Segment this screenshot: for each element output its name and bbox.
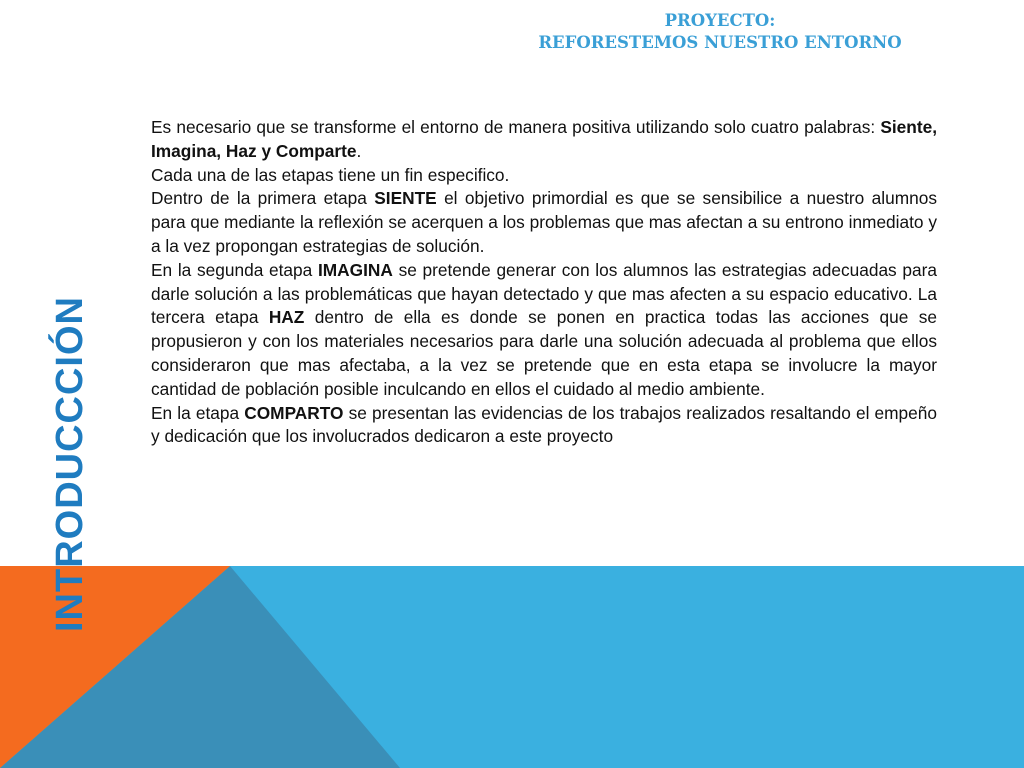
- paragraph-1: [151, 116, 937, 164]
- header-line-2: REFORESTEMOS NUESTRO ENTORNO: [538, 33, 902, 52]
- text-span: Es necesario que se transforme el entorno de manera positiva utilizando solo cuatro palabras:: [151, 117, 881, 137]
- paragraph-3: [151, 187, 937, 258]
- text-span: se presentan las evidencias de los trabajos realizados resaltando el empeño y dedicación que los involucrados dedicaron a este proyecto: [151, 402, 937, 447]
- paragraph-4: [151, 259, 937, 402]
- text-span: En la segunda etapa: [151, 259, 318, 280]
- slide-header: [520, 10, 920, 54]
- body-text: [151, 116, 937, 449]
- paragraph-5: [151, 402, 937, 450]
- text-span: .: [356, 140, 362, 161]
- paragraph-2: [151, 164, 937, 188]
- bold-span: SIENTE: [374, 188, 437, 209]
- section-title-vertical: INTRODUCCCIÓN: [49, 296, 91, 632]
- text-span: Dentro de la primera etapa: [151, 188, 375, 209]
- text-span: se pretende generar con los alumnos las estrategias adecuadas para darle solución a las problemáticas que hayan detectado y que mas afecten a su espacio educativo. La tercera etapa: [151, 259, 937, 328]
- header-line-1: PROYECTO:: [664, 11, 776, 30]
- bold-span: IMAGINA: [317, 259, 393, 280]
- text-span: Cada una de las etapas tiene un fin especifico.: [151, 164, 510, 185]
- bold-span: Siente, Imagina, Haz y Comparte: [151, 117, 937, 161]
- text-span: el objetivo primordial es que se sensibilice a nuestro alumnos para que mediante la reflexión se acerquen a los problemas que mas afectan a su entrono inmediato y a la vez propongan estrategias de solución.: [151, 188, 937, 256]
- text-span: En la etapa: [151, 402, 245, 423]
- bold-span: COMPARTO: [244, 402, 344, 423]
- bold-span: HAZ: [268, 307, 305, 328]
- text-span: dentro de ella es donde se ponen en practica todas las acciones que se propusieron y con los materiales necesarios para darle una solución adecuada al problema que ellos consideraron que mas afectaba, a la vez se pretende que en esta etapa se involucre la mayor cantidad de población posible inculcando en ellos el cuidado al medio ambiente.: [151, 307, 937, 399]
